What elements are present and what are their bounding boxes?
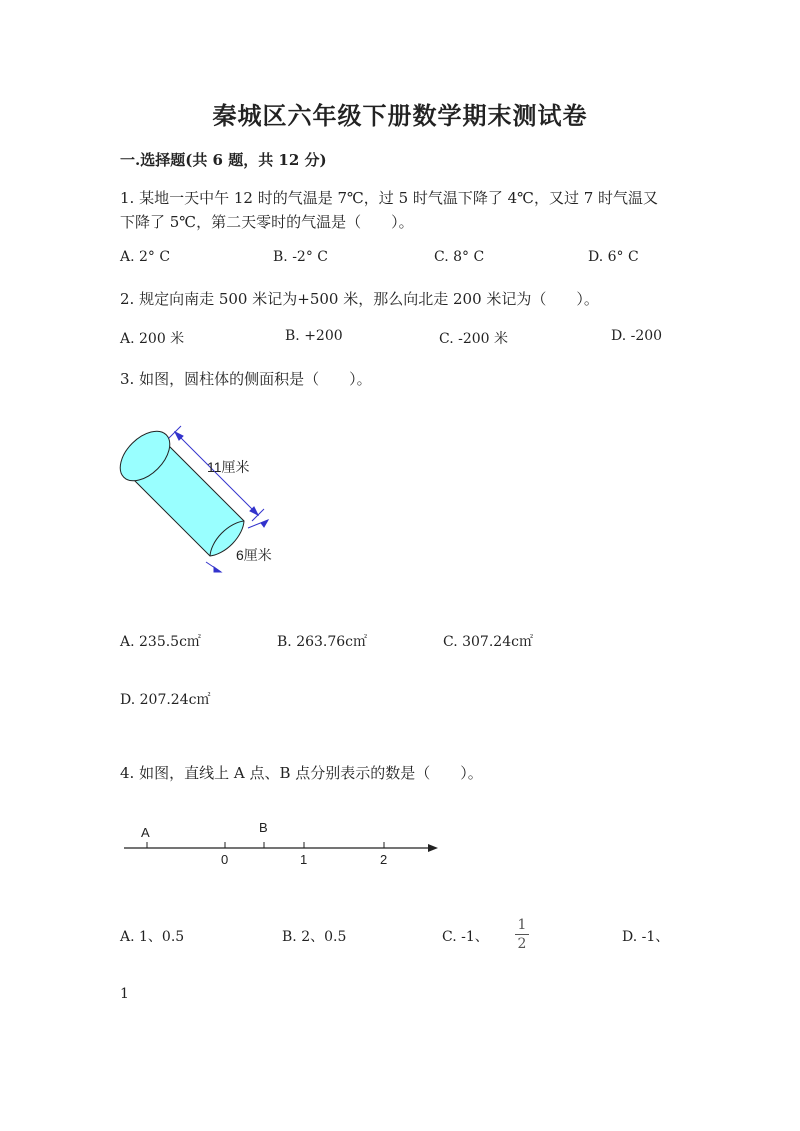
cylinder-body [118,422,244,556]
q4-option-d-continued: 1 [120,986,129,1002]
point-a-label: A [141,825,150,840]
tick-label-1: 1 [300,852,308,867]
cylinder-figure [118,420,298,585]
q2-option-d[interactable]: D. -200 [611,328,663,344]
diameter-label: 6厘米 [236,547,272,563]
q4-option-b[interactable]: B. 2、0.5 [282,929,347,945]
fraction-numerator: 1 [517,917,527,933]
question-4-text: 4. 如图，直线上 A 点、B 点分别表示的数是（ ）。 [120,764,483,782]
q4-option-d[interactable]: D. -1、 [622,929,670,945]
q1-option-a[interactable]: A. 2° C [120,249,171,265]
q2-option-b[interactable]: B. +200 [285,328,343,344]
q4-option-c[interactable]: C. -1、 [442,929,489,945]
point-b-label: B [259,820,268,835]
q3-option-c[interactable]: C. 307.24c㎡ [443,634,533,650]
q3-option-d[interactable]: D. 207.24c㎡ [120,692,211,708]
q3-option-b[interactable]: B. 263.76c㎡ [277,634,368,650]
q3-option-a[interactable]: A. 235.5c㎡ [120,634,201,650]
q1-option-d[interactable]: D. 6° C [588,249,639,265]
tick-label-0: 0 [221,852,229,867]
question-3-text: 3. 如图，圆柱体的侧面积是（ ）。 [120,370,372,388]
number-line-figure [120,815,445,871]
fraction-bar [515,934,529,935]
question-1-line-1: 1. 某地一天中午 12 时的气温是 7℃，过 5 时气温下降了 4℃，又过 7 时气温又 [120,189,659,207]
q2-option-c[interactable]: C. -200 米 [439,331,509,347]
question-1-line-2: 下降了 5℃，第二天零时的气温是（ ）。 [120,213,414,231]
q4-option-c-fraction [512,917,532,952]
tick-label-2: 2 [380,852,388,867]
q1-option-c[interactable]: C. 8° C [434,249,485,265]
section-heading: 一.选择题(共 6 题，共 12 分) [120,151,327,169]
q4-option-a[interactable]: A. 1、0.5 [120,929,185,945]
q2-option-a[interactable]: A. 200 米 [120,331,185,347]
q1-option-b[interactable]: B. -2° C [273,249,328,265]
fraction-denominator: 2 [517,936,527,952]
length-label: 11厘米 [207,459,250,475]
page-title: 秦城区六年级下册数学期末测试卷 [212,101,588,130]
question-2-text: 2. 规定向南走 500 米记为+500 米，那么向北走 200 米记为（ ）。 [120,290,599,308]
number-line-arrow [428,844,438,852]
